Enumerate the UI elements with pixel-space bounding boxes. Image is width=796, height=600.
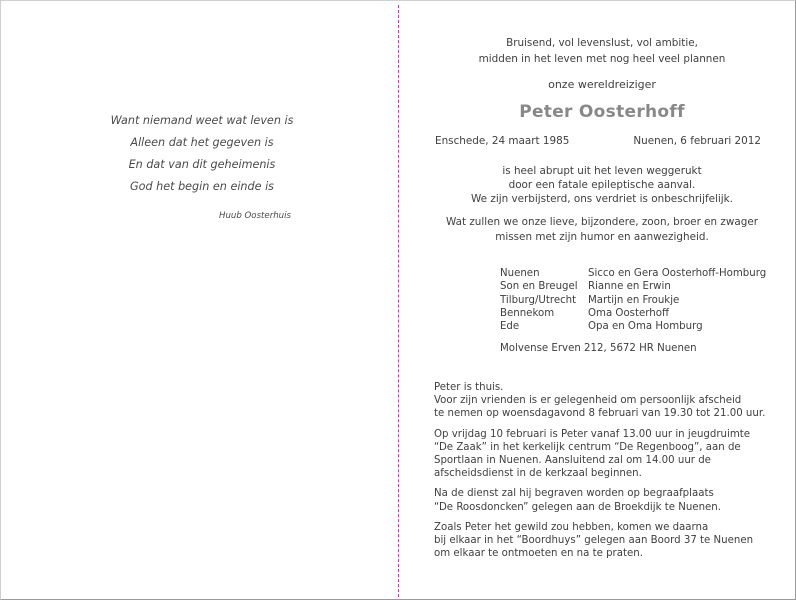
deceased-name: Peter Oosterhoff <box>519 102 685 122</box>
details-line: Sportlaan in Nuenen. Aansluitend zal om 14.00 uur de <box>434 455 711 467</box>
birth-place-date: Enschede, 24 maart 1985 <box>435 135 570 147</box>
poem-line: Alleen dat het gegeven is <box>130 136 274 149</box>
details-line: te nemen op woensdagavond 8 februari van 19.30 tot 21.00 uur. <box>434 408 766 420</box>
family-row <box>500 294 766 307</box>
death-place-date: Nuenen, 6 februari 2012 <box>633 135 761 147</box>
subtitle: onze wereldreiziger <box>548 78 656 91</box>
intro-line: midden in het leven met nog heel veel plannen <box>478 53 726 65</box>
details-paragraph <box>434 428 774 481</box>
funeral-details <box>434 381 774 567</box>
family-row <box>500 280 766 293</box>
details-paragraph <box>434 381 774 421</box>
details-paragraph <box>434 521 774 561</box>
details-line: “De Zaak” in het kerkelijk centrum “De Regenboog”, aan de <box>434 441 741 453</box>
family-names: Rianne en Erwin <box>588 281 671 293</box>
family-place: Ede <box>500 321 520 333</box>
details-line: om elkaar te ontmoeten en na te praten. <box>434 548 643 560</box>
tribute-text <box>421 215 783 245</box>
family-place: Tilburg/Utrecht <box>500 294 577 306</box>
announcement-line: is heel abrupt uit het leven weggerukt <box>502 165 702 177</box>
poem <box>97 110 307 198</box>
family-row <box>500 307 766 320</box>
details-line: Zoals Peter het gewild zou hebben, komen we daarna <box>434 521 709 533</box>
poem-author: Huub Oosterhuis <box>219 211 291 221</box>
family-row <box>500 267 766 280</box>
family-place: Nuenen <box>500 268 540 279</box>
tribute-line: Wat zullen we onze lieve, bijzondere, zoon, broer en zwager <box>445 216 759 228</box>
poem-line: Want niemand weet wat leven is <box>110 114 294 127</box>
fold-line <box>398 5 399 597</box>
home-address: Molvense Erven 212, 5672 HR Nuenen <box>500 343 697 354</box>
details-line: bij elkaar in het “Boordhuys” gelegen aan Boord 37 te Nuenen <box>434 535 754 547</box>
poem-line: God het begin en einde is <box>129 180 275 193</box>
intro-line: Bruisend, vol levenslust, vol ambitie, <box>506 37 698 49</box>
family-names: Sicco en Gera Oosterhoff-Homburg <box>588 268 767 279</box>
announcement-line: We zijn verbijsterd, ons verdriet is onbeschrijfelijk. <box>471 193 733 205</box>
details-line: Na de dienst zal hij begraven worden op begraafplaats <box>434 488 714 500</box>
details-line: afscheidsdienst in de kerkzaal beginnen. <box>434 468 642 480</box>
family-list <box>500 267 766 333</box>
intro-text <box>421 35 783 67</box>
family-names: Opa en Oma Homburg <box>588 321 703 333</box>
family-row <box>500 320 766 333</box>
details-line: Peter is thuis. <box>434 382 504 393</box>
family-place: Bennekom <box>500 307 555 319</box>
details-line: Voor zijn vrienden is er gelegenheid om persoonlijk afscheid <box>434 395 742 407</box>
details-line: “De Roosdoncken” gelegen aan de Broekdijk te Nuenen. <box>434 501 721 513</box>
family-names: Martijn en Froukje <box>588 294 680 306</box>
family-names: Oma Oosterhoff <box>588 307 669 319</box>
tribute-line: missen met zijn humor en aanwezigheid. <box>495 231 709 243</box>
details-paragraph <box>434 487 774 513</box>
announcement-text <box>421 164 783 206</box>
poem-line: En dat van dit geheimenis <box>128 158 276 171</box>
announcement-line: door een fatale epileptische aanval. <box>508 179 696 191</box>
details-line: Op vrijdag 10 februari is Peter vanaf 13.00 uur in jeugdruimte <box>434 428 751 440</box>
family-place: Son en Breugel <box>500 281 578 293</box>
